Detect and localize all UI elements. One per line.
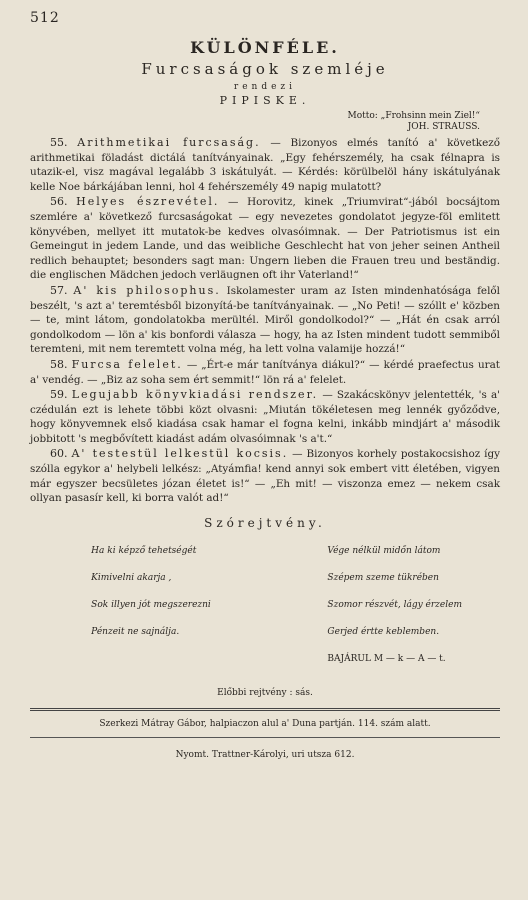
article-number: 60. — [50, 447, 68, 461]
motto-author: JOH. STRAUSS. — [407, 122, 480, 132]
poem-line: Kimivelni akarja , — [91, 573, 172, 584]
article-heading: Furcsa felelet. — [71, 357, 183, 371]
printer-line: Nyomt. Trattner-Károlyi, uri utsza 612. — [175, 750, 355, 761]
section-title: KÜLÖNFÉLE. — [190, 38, 340, 57]
article-text: Iskolamester uram az Isten mindenhatósága felől beszélt, 's azt a' teremtésből bizonyítá-be tanítványainak. — „No Peti! — szóllt e' közben — te, mint látom, gondolatokba merültél. Miről gondolkodol?“ — „Hát én csak arról gondolkodom — lön a' kis bonfordi válasza — hogy, ha az Isten mindent tudott semmiből teremteni, mit nem teremtett volna még, ha lett volna valamije hozzá!“ — [30, 284, 500, 356]
article-number: 55. — [50, 136, 68, 149]
article-heading: Arithmetikai furcsaság. — [77, 136, 261, 149]
divider — [30, 737, 500, 738]
section-subtitle: Furcsaságok szemléje — [141, 60, 389, 78]
article-text: — Bizonyos elmés tanító a' következő arithmetikai föladást dictálá tanítványainak. „Egy fehérszemély, ha csak félnapra is utazik-el, visz magával legalább 3 iskátulyát. — Kérdés: körülbelöl hány iskátulyának kelle Noe bárkájában lenni, hol 4 fehérszemély 49 napig mulatott? — [30, 137, 500, 193]
article-text: — Bizonyos korhely postakocsishoz így szólla egykor a' helybeli lelkész: „Atyámfia! kend annyi sok embert vitt életében, vigyen már egyszer becsületes józan életet is!“ — „Eh mit! — viszonza emez — nekem csak ollyan pasasír kell, ki borra valót ad!“ — [30, 448, 501, 505]
previous-puzzle-answer: Előbbi rejtvény : sás. — [217, 688, 313, 699]
article-text: — „Ért-e már tanítványa diákul?“ — kérdé praefectus urat a' vendég. — „Biz az soha sem ért semmit!“ lön rá a' felelet. — [30, 358, 500, 386]
poem-line: Vége nélkül midőn látom — [327, 546, 441, 557]
article-number: 56. — [50, 195, 68, 209]
poem-line: Pénzeit ne sajnálja. — [91, 627, 180, 638]
motto: Motto: „Frohsinn mein Ziel!“ — [347, 111, 480, 121]
edited-by: rendezi — [233, 82, 297, 92]
article-heading: A' testestül lelkestül kocsis. — [71, 447, 289, 461]
article-60 — [30, 447, 500, 505]
article-heading: Legujabb könyvkiadási rendszer. — [71, 388, 319, 402]
article-text: — Szakácskönyv jelentették, 's a' czédulán ezt is lehete többi közt olvasni: „Miután tökéletesen meg lennék győződve, hogy könyvemnek első kiadása csak hamar el fogna kelni, inkább mindjárt a' második jobbitott 's megbővített kiadást adám olvasóimnak 's a't.“ — [30, 389, 501, 445]
poem-line: Szomor részvét, lágy érzelem — [327, 600, 462, 611]
article-55 — [30, 136, 500, 194]
article-heading: A' kis philosophus. — [73, 283, 221, 297]
poem-line: Ha ki képző tehetségét — [91, 546, 197, 557]
article-heading: Helyes észrevétel. — [76, 195, 220, 209]
page-number: 512 — [30, 10, 60, 26]
editor-line: Szerkezi Mátray Gábor, halpiaczon alul a' Duna partján. 114. szám alatt. — [99, 719, 431, 730]
puzzle-signature: BAJÁRUL M — k — A — t. — [327, 654, 446, 665]
article-58 — [30, 358, 500, 387]
puzzle-title: Szórejtvény. — [204, 515, 326, 530]
article-text: — Horovitz, kinek „Triumvirat“-jából bocsájtom szemlére a' következő furcsaságokat — egy nevezetes gondolatot jegyze-föl emlitett könyvében, mellyet itt mutatok-be kedves olvasóimnak. — Der Patriotismus ist ein Gemeingut in jedem Lande, und das weibliche Geschlecht hat von jeher seinen Antheil redlich behauptet; besonders sagt man: Ungern lieben die Frauen treu und beständig. die englischen Mädchen jedoch verläugnen oft ihr Vaterland!“ — [30, 196, 500, 282]
puzzle-poem — [74, 532, 462, 681]
poem-line: Gerjed értte keblemben. — [327, 627, 440, 638]
article-57 — [30, 284, 500, 357]
articles — [30, 136, 500, 506]
divider — [30, 708, 500, 711]
article-56 — [30, 195, 500, 283]
article-number: 57. — [50, 283, 68, 297]
editor-name: PIPISKE. — [219, 94, 311, 107]
article-59 — [30, 388, 500, 446]
poem-right-column — [310, 532, 462, 681]
poem-line: Szépem szeme tükrében — [327, 573, 439, 584]
poem-left-column — [74, 532, 211, 681]
article-number: 59. — [50, 388, 68, 402]
poem-line: Sok illyen jót megszerezni — [91, 600, 211, 611]
article-number: 58. — [50, 357, 68, 371]
